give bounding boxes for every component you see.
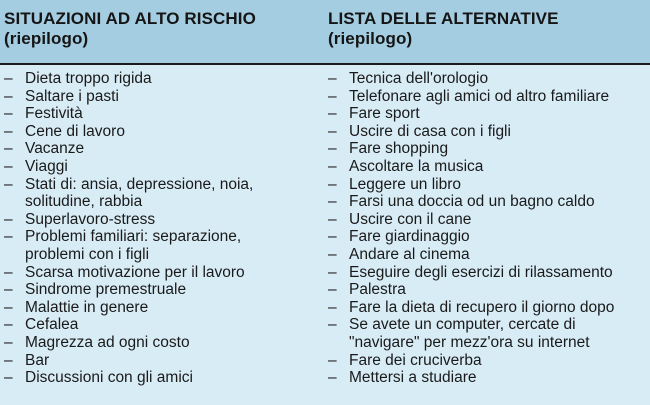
list-bullet: – [4,298,13,316]
list-item [328,369,646,387]
list-item [328,105,646,123]
list-item [4,334,314,352]
list-bullet: – [4,333,13,351]
list-bullet: – [328,369,337,387]
list-item [4,123,314,141]
list-item [4,352,314,370]
list-item [4,140,314,158]
column-title: LISTA DELLE ALTERNATIVE [328,9,559,28]
high-risk-situations-column [4,0,314,405]
list-bullet: – [4,140,13,158]
list-item [4,369,314,387]
list-item [328,70,646,88]
list-bullet: – [328,210,337,228]
list-item-text: Se avete un computer, cercate di [349,316,576,334]
list-item-text: Saltare i pasti [25,87,119,105]
list-item [328,176,646,194]
list-item [328,264,646,282]
list-item-text: Leggere un libro [349,175,462,193]
list-item-text: Telefonare agli amici od altro familiare [349,87,610,105]
list-bullet: – [4,122,13,140]
list-item [328,299,646,317]
list-item-text: Stati di: ansia, depressione, noia, [25,175,254,193]
list-bullet: – [328,316,337,334]
list-item [4,176,314,211]
list-item-text: Magrezza ad ogni costo [25,333,190,351]
list-item-text: Andare al cinema [349,245,470,263]
list-item-text: Fare dei cruciverba [349,351,482,369]
list-item [328,228,646,246]
list-item-text: Ascoltare la musica [349,157,484,175]
list-item [328,140,646,158]
list-item [4,158,314,176]
list-bullet: – [328,245,337,263]
list-bullet: – [328,281,337,299]
list-bullet: – [328,351,337,369]
list-bullet: – [328,228,337,246]
list-bullet: – [328,87,337,105]
list-item-text: Scarsa motivazione per il lavoro [25,263,245,281]
list-item [4,316,314,334]
list-item-text: Superlavoro-stress [25,210,156,228]
list-bullet: – [4,70,13,87]
list-item-text: Discussioni con gli amici [25,369,193,387]
alternatives-list [328,70,646,387]
list-item-text: Eseguire degli esercizi di rilassamento [349,263,613,281]
list-item-text: Fare la dieta di recupero il giorno dopo [349,298,615,316]
list-item [328,352,646,370]
list-bullet: – [328,298,337,316]
list-item [4,228,314,263]
list-item-text: Problemi familiari: separazione, [25,228,242,246]
list-item-text: Fare shopping [349,140,449,158]
list-item [328,246,646,264]
list-bullet: – [328,263,337,281]
list-item-text: Vacanze [25,140,85,158]
list-item [328,158,646,176]
list-item-text: Mettersi a studiare [349,369,477,387]
alternatives-heading [328,9,646,49]
list-bullet: – [328,193,337,211]
list-item-text: Uscire di casa con i figli [349,122,511,140]
list-item-text: Farsi una doccia od un bagno caldo [349,193,595,211]
list-bullet: – [4,369,13,387]
list-bullet: – [328,140,337,158]
list-bullet: – [328,175,337,193]
list-item [4,264,314,282]
column-title: SITUAZIONI AD ALTO RISCHIO [4,9,256,28]
list-item-text: Dieta troppo rigida [25,70,152,87]
list-bullet: – [4,105,13,123]
list-item-text: Palestra [349,281,406,299]
column-subtitle: (riepilogo) [328,29,413,48]
list-item [4,88,314,106]
list-item [4,281,314,299]
list-item [4,105,314,123]
list-bullet: – [4,228,13,246]
list-item-text: Sindrome premestruale [25,281,187,299]
list-item-text: Cefalea [25,316,79,334]
list-item-text: Festività [25,105,83,123]
list-item-text: Cene di lavoro [25,122,125,140]
list-item [328,123,646,141]
list-item [4,211,314,229]
list-item [328,211,646,229]
list-bullet: – [328,70,337,87]
list-item-text: "navigare" per mezz'ora su internet [349,333,590,351]
list-bullet: – [328,105,337,123]
high-risk-situations-heading [4,9,314,49]
list-item-text: Uscire con il cane [349,210,472,228]
list-item-text: Bar [25,351,50,369]
list-bullet: – [4,87,13,105]
list-item-text: Fare sport [349,105,420,123]
list-bullet: – [4,281,13,299]
list-item [4,299,314,317]
list-bullet: – [4,263,13,281]
list-item-text: solitudine, rabbia [25,193,143,211]
list-bullet: – [328,157,337,175]
list-bullet: – [4,157,13,175]
list-bullet: – [4,351,13,369]
list-bullet: – [4,210,13,228]
list-item [328,193,646,211]
alternatives-column [328,0,646,405]
list-item-text: Tecnica dell'orologio [349,70,489,87]
list-item [328,316,646,351]
column-subtitle: (riepilogo) [4,29,89,48]
list-bullet: – [328,122,337,140]
list-item-text: Malattie in genere [25,298,149,316]
list-item [4,70,314,88]
list-bullet: – [4,175,13,193]
list-bullet: – [4,316,13,334]
list-item-text: problemi con i figli [25,245,150,263]
list-item [328,281,646,299]
list-item-text: Viaggi [25,157,68,175]
list-item-text: Fare giardinaggio [349,228,470,246]
high-risk-situations-list [4,70,314,387]
list-item [328,88,646,106]
